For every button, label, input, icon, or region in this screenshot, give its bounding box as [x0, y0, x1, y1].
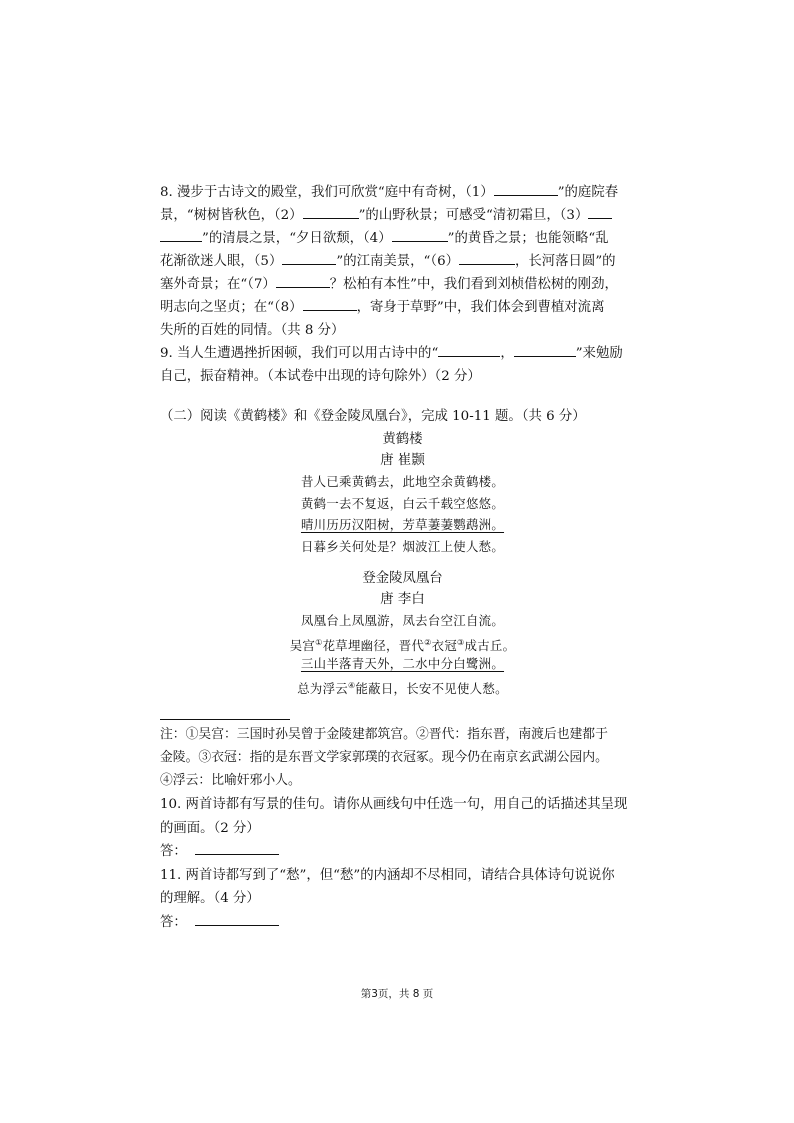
answer-blank-8[interactable]	[303, 296, 357, 311]
poem-title: 黄鹤楼	[382, 432, 423, 447]
poem-line: 日暮乡关何处是？烟波江上使人愁。	[300, 538, 505, 554]
q8-line-4	[160, 250, 645, 273]
answer-blank-7[interactable]	[276, 273, 330, 288]
q9-line-1	[160, 342, 645, 365]
answer-blank-9b[interactable]	[514, 342, 576, 357]
poem-jinling-fenghuangtai	[160, 568, 645, 696]
q8-text: ”的庭院春	[557, 185, 619, 200]
q8-text: 明志向之坚贞；在“（8）	[160, 300, 303, 315]
q8-line-2	[160, 204, 645, 227]
q8-line-3	[160, 227, 645, 250]
poem-huanghelou	[160, 429, 645, 557]
q8-text: 花渐欲迷人眼，（5）	[160, 254, 283, 269]
q8-text: 景，“树树皆秋色，（2）	[160, 208, 303, 223]
poem-line	[160, 675, 645, 697]
q8-text: ”的江南美景，“（6）	[336, 254, 459, 269]
answer-blank-9a[interactable]	[438, 342, 500, 357]
q11-line-1: 11. 两首诗都写到了“愁”，但“愁”的内涵却不尽相同，请结合具体诗句说说你	[160, 867, 615, 883]
note-line: 注：①吴宫：三国时孙吴曾于金陵建都筑宫。②晋代：指东晋，南渡后也建都于	[160, 727, 608, 742]
q8-line-7	[160, 319, 645, 342]
questions-10-11	[160, 793, 650, 934]
poem-line: 黄鹤一去不复返，白云千载空悠悠。	[300, 495, 505, 511]
q9-text: 9. 当人生遭遇挫折困顿，我们可以用古诗中的“	[160, 346, 439, 361]
answer-blank-5[interactable]	[282, 250, 336, 265]
poem-text: 成古丘。	[464, 637, 516, 653]
q10-line-2: 的画面。（2 分）	[160, 820, 260, 836]
poem-text: 总为浮云	[297, 680, 348, 696]
notes-divider	[160, 719, 290, 720]
poem-line: 昔人已乘黄鹤去，此地空余黄鹤楼。	[300, 474, 505, 489]
q8-line-5	[160, 273, 645, 296]
q8-text: ，长河落日圆”的	[514, 254, 616, 269]
poem-line: 凤凰台上凤凰游，凤去台空江自流。	[300, 613, 505, 628]
answer-blank-3-cont[interactable]	[160, 227, 202, 242]
note-line: 金陵。③衣冠：指的是东晋文学家郭璞的衣冠冢。现今仍在南京玄武湖公园内。	[160, 750, 608, 765]
q8-line-6	[160, 296, 645, 319]
q8-text: ”的清晨之景，“夕日欲颓，（4）	[202, 231, 392, 246]
poem-text: 花草埋幽径，晋代	[322, 637, 425, 653]
q9-text: ，	[500, 346, 514, 361]
q9-text: ”来勉励	[575, 346, 623, 361]
answer-label: 答：	[160, 844, 187, 859]
q8-text: ”的黄昏之景；也能领略“乱	[447, 231, 609, 246]
poem-line	[160, 632, 645, 654]
q9-line-2	[160, 365, 645, 388]
q8-line-1	[160, 181, 645, 204]
q8-text: ，寄身于草野”中，我们体会到曹植对流离	[356, 300, 605, 315]
poem-author: 唐 李白	[380, 592, 425, 607]
answer-blank-3[interactable]	[588, 204, 612, 219]
q8-text: 失所的百姓的同情。（共 8 分）	[160, 323, 345, 338]
footnotes	[160, 724, 650, 793]
poem-author: 唐 崔颢	[380, 453, 425, 468]
question-9	[160, 342, 645, 388]
underlined-text: 三山半落青天外，二水中分白鹭洲。	[300, 656, 505, 671]
answer-blank-2[interactable]	[303, 204, 359, 219]
underlined-text: 晴川历历汉阳树，芳草萋萋鹦鹉洲。	[300, 517, 505, 532]
answer-blank-6[interactable]	[459, 250, 515, 265]
poem-text: 吴宫	[289, 637, 316, 653]
footnote-marker: ①	[315, 637, 323, 647]
poem-title: 登金陵凤凰台	[362, 571, 443, 586]
q8-text: 8. 漫步于古诗文的殿堂，我们可欣赏“庭中有奇树，（1）	[160, 185, 494, 200]
q11-line-2: 的理解。（4 分）	[160, 891, 260, 906]
footnote-marker: ②	[424, 637, 432, 647]
poem-text: 能蔽日，长安不见使人愁。	[355, 680, 508, 696]
answer-line-10[interactable]	[195, 840, 279, 855]
poem-text: 衣冠	[431, 637, 458, 653]
q8-text: ”的山野秋景；可感受“清初霜旦，（3）	[358, 208, 589, 223]
q11-answer	[160, 911, 650, 935]
answer-line-11[interactable]	[195, 911, 279, 926]
footnote-marker: ④	[347, 680, 356, 690]
q8-text: ？松柏有本性”中，我们看到刘桢借松树的刚劲，	[329, 277, 618, 292]
answer-label: 答：	[160, 914, 187, 930]
page-number: 第3页，共 8 页	[360, 988, 434, 1000]
footnote-marker: ③	[457, 637, 465, 647]
poem-line-underlined	[160, 514, 645, 536]
poem-line-underlined	[160, 653, 645, 675]
q9-text: 自己，振奋精神。（本试卷中出现的诗句除外）（2 分）	[160, 369, 481, 384]
note-line: ④浮云：比喻奸邪小人。	[160, 773, 301, 788]
q10-line-1: 10. 两首诗都有写景的佳句。请你从画线句中任选一句，用自己的话描述其呈现	[160, 797, 628, 812]
answer-blank-4[interactable]	[392, 227, 448, 242]
answer-blank-1[interactable]	[494, 181, 558, 196]
question-8	[160, 181, 645, 342]
section-2-heading: （二）阅读《黄鹤楼》和《登金陵凤凰台》，完成 10-11 题。（共 6 分）	[160, 409, 586, 424]
q10-answer	[160, 840, 650, 864]
q8-text: 塞外奇景；在“（7）	[160, 277, 276, 292]
